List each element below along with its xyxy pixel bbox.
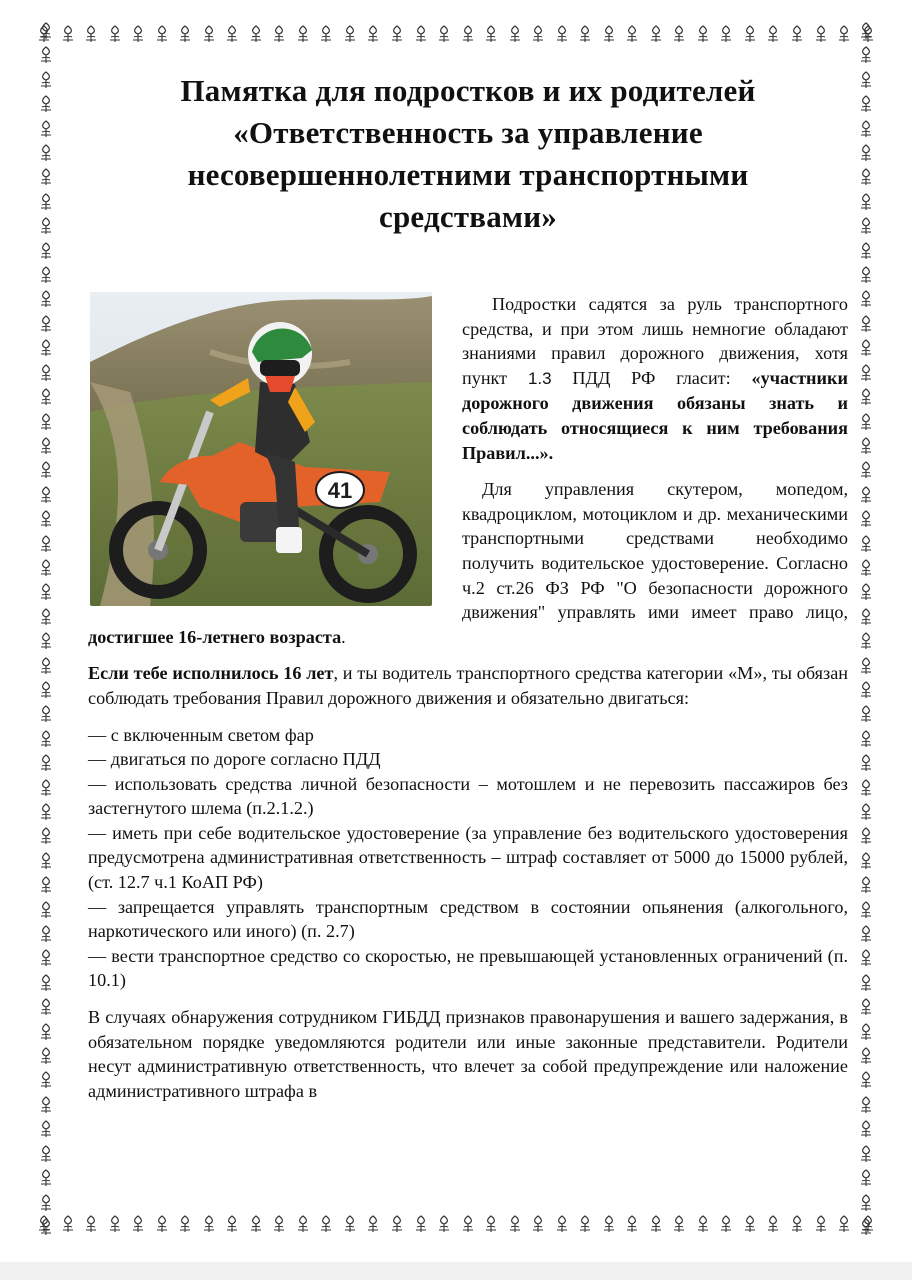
ornament-icon bbox=[858, 949, 874, 967]
ornament-icon bbox=[858, 339, 874, 357]
list-item: — двигаться по дороге согласно ПДД bbox=[88, 749, 381, 770]
ornament-icon bbox=[413, 25, 429, 43]
ornament-icon bbox=[38, 168, 54, 186]
ornament-icon bbox=[530, 1215, 546, 1233]
ornament-icon bbox=[858, 290, 874, 308]
ornament-icon bbox=[107, 25, 123, 43]
list-item: — использовать средства личной безопасности – мотошлем и не перевозить пассажиров без застегнутого шлема (п.2.1.2.) bbox=[88, 773, 848, 819]
page-title bbox=[88, 70, 848, 238]
ornament-icon bbox=[38, 1023, 54, 1041]
ornament-icon bbox=[38, 486, 54, 504]
ornament-icon bbox=[248, 25, 264, 43]
ornament-icon bbox=[389, 1215, 405, 1233]
ornament-icon bbox=[858, 95, 874, 113]
ornament-icon bbox=[742, 25, 758, 43]
ornament-icon bbox=[836, 25, 852, 43]
border-top bbox=[36, 22, 876, 46]
ornament-icon bbox=[858, 974, 874, 992]
ornament-icon bbox=[224, 1215, 240, 1233]
ornament-icon bbox=[271, 1215, 287, 1233]
ornament-icon bbox=[38, 730, 54, 748]
ornament-icon bbox=[858, 71, 874, 89]
ornament-icon bbox=[858, 437, 874, 455]
ornament-icon bbox=[342, 25, 358, 43]
ornament-icon bbox=[858, 242, 874, 260]
ornament-icon bbox=[765, 25, 781, 43]
ornament-icon bbox=[858, 120, 874, 138]
ornament-icon bbox=[38, 95, 54, 113]
motocross-child-photo bbox=[90, 292, 432, 606]
ornament-icon bbox=[718, 1215, 734, 1233]
ornament-icon bbox=[648, 25, 664, 43]
ornament-icon bbox=[38, 632, 54, 650]
ornament-icon bbox=[38, 1071, 54, 1089]
ornament-icon bbox=[38, 1096, 54, 1114]
ornament-icon bbox=[530, 25, 546, 43]
age-text: , и ты водитель транспортного средства категории «М», ты обязан соблюдать требования Правил дорожного движения и обязательно двигаться: bbox=[88, 663, 848, 708]
ornament-icon bbox=[858, 730, 874, 748]
license-bold-age: достигшее 16-летнего возраста bbox=[88, 626, 342, 647]
ornament-icon bbox=[107, 1215, 123, 1233]
title-line-3: несовершеннолетними транспортными bbox=[187, 157, 749, 192]
ornament-icon bbox=[858, 144, 874, 162]
ornament-icon bbox=[858, 1145, 874, 1163]
ornament-icon bbox=[858, 559, 874, 577]
ornament-icon bbox=[38, 583, 54, 601]
ornament-icon bbox=[38, 949, 54, 967]
ornament-icon bbox=[38, 510, 54, 528]
ornament-icon bbox=[38, 339, 54, 357]
ornament-icon bbox=[38, 22, 54, 40]
ornament-icon bbox=[858, 1218, 874, 1236]
intro-point-number: 1.3 bbox=[527, 368, 552, 388]
ornament-icon bbox=[154, 25, 170, 43]
ornament-icon bbox=[858, 1169, 874, 1187]
age-paragraph bbox=[88, 661, 848, 710]
ornament-icon bbox=[858, 535, 874, 553]
ornament-icon bbox=[365, 25, 381, 43]
ornament-icon bbox=[38, 290, 54, 308]
ornament-icon bbox=[38, 266, 54, 284]
title-line-4: средствами» bbox=[379, 199, 557, 234]
ornament-icon bbox=[858, 608, 874, 626]
ornament-icon bbox=[38, 1194, 54, 1212]
ornament-icon bbox=[601, 25, 617, 43]
ornament-icon bbox=[858, 1194, 874, 1212]
ornament-icon bbox=[858, 1023, 874, 1041]
ornament-icon bbox=[718, 25, 734, 43]
ornament-icon bbox=[858, 510, 874, 528]
title-line-1: Памятка для подростков и их родителей bbox=[180, 73, 756, 108]
ornament-icon bbox=[577, 25, 593, 43]
ornament-icon bbox=[38, 803, 54, 821]
list-item: — вести транспортное средство со скоростью, не превышающей установленных ограничений (п. 10.1) bbox=[88, 945, 848, 991]
ornament-icon bbox=[858, 754, 874, 772]
ornament-icon bbox=[671, 25, 687, 43]
ornament-icon bbox=[342, 1215, 358, 1233]
ornament-icon bbox=[789, 25, 805, 43]
ornament-icon bbox=[389, 25, 405, 43]
ornament-icon bbox=[38, 315, 54, 333]
ornament-icon bbox=[577, 1215, 593, 1233]
ornament-icon bbox=[460, 25, 476, 43]
ornament-icon bbox=[789, 1215, 805, 1233]
ornament-icon bbox=[83, 1215, 99, 1233]
ornament-icon bbox=[38, 779, 54, 797]
requirements-list bbox=[88, 723, 848, 994]
ornament-icon bbox=[671, 1215, 687, 1233]
ornament-icon bbox=[858, 22, 874, 40]
ornament-icon bbox=[858, 388, 874, 406]
ornament-icon bbox=[436, 1215, 452, 1233]
ornament-icon bbox=[507, 1215, 523, 1233]
ornament-icon bbox=[858, 413, 874, 431]
ornament-icon bbox=[38, 1145, 54, 1163]
ornament-icon bbox=[154, 1215, 170, 1233]
ornament-icon bbox=[836, 1215, 852, 1233]
ornament-icon bbox=[460, 1215, 476, 1233]
ornament-icon bbox=[38, 120, 54, 138]
license-text-before: Для управления скутером, мопедом, квадроциклом, мотоциклом и др. механическими транспортными средствами необходимо получить водительское удостоверение. Согласно ч.2 ст.26 ФЗ РФ "О безопасности дорожного движения" управлять ими имеет право лицо, bbox=[462, 479, 848, 623]
ornament-icon bbox=[858, 705, 874, 723]
number-plate-label: 41 bbox=[327, 478, 353, 503]
ornament-icon bbox=[624, 1215, 640, 1233]
ornament-icon bbox=[858, 1047, 874, 1065]
ornament-icon bbox=[858, 266, 874, 284]
ornament-icon bbox=[38, 242, 54, 260]
ornament-icon bbox=[695, 25, 711, 43]
ornament-icon bbox=[483, 25, 499, 43]
border-right bbox=[854, 22, 878, 1236]
ornament-icon bbox=[38, 388, 54, 406]
ornament-icon bbox=[858, 1096, 874, 1114]
ornament-icon bbox=[38, 681, 54, 699]
ornament-icon bbox=[60, 25, 76, 43]
ornament-icon bbox=[858, 583, 874, 601]
ornament-icon bbox=[248, 1215, 264, 1233]
ornament-icon bbox=[38, 461, 54, 479]
ornament-icon bbox=[858, 925, 874, 943]
ornament-icon bbox=[38, 1047, 54, 1065]
ornament-icon bbox=[858, 217, 874, 235]
ornament-icon bbox=[813, 1215, 829, 1233]
ornament-icon bbox=[38, 925, 54, 943]
ornament-icon bbox=[224, 25, 240, 43]
ornament-icon bbox=[858, 876, 874, 894]
ornament-icon bbox=[38, 535, 54, 553]
ornament-icon bbox=[742, 1215, 758, 1233]
ornament-icon bbox=[858, 486, 874, 504]
ornament-icon bbox=[858, 998, 874, 1016]
ornament-icon bbox=[130, 25, 146, 43]
ornament-icon bbox=[858, 193, 874, 211]
license-text-after: . bbox=[341, 626, 346, 647]
ornament-icon bbox=[483, 1215, 499, 1233]
ornament-icon bbox=[295, 25, 311, 43]
title-line-2: «Ответственность за управление bbox=[233, 115, 703, 150]
ornament-icon bbox=[38, 901, 54, 919]
ornament-icon bbox=[858, 315, 874, 333]
ornament-icon bbox=[813, 25, 829, 43]
bottom-strip bbox=[0, 1262, 912, 1280]
ornament-icon bbox=[858, 681, 874, 699]
ornament-icon bbox=[858, 46, 874, 64]
ornament-icon bbox=[38, 1120, 54, 1138]
ornament-icon bbox=[38, 608, 54, 626]
ornament-icon bbox=[177, 25, 193, 43]
ornament-icon bbox=[624, 25, 640, 43]
ornament-icon bbox=[201, 25, 217, 43]
ornament-icon bbox=[858, 1071, 874, 1089]
ornament-icon bbox=[858, 461, 874, 479]
ornament-icon bbox=[38, 827, 54, 845]
ornament-icon bbox=[858, 827, 874, 845]
ornament-icon bbox=[295, 1215, 311, 1233]
ornament-icon bbox=[554, 1215, 570, 1233]
ornament-icon bbox=[38, 193, 54, 211]
ornament-icon bbox=[38, 71, 54, 89]
ornament-icon bbox=[38, 657, 54, 675]
ornament-icon bbox=[38, 852, 54, 870]
list-item: — с включенным светом фар bbox=[88, 724, 314, 745]
ornament-icon bbox=[38, 754, 54, 772]
ornament-icon bbox=[765, 1215, 781, 1233]
ornament-icon bbox=[413, 1215, 429, 1233]
ornament-icon bbox=[858, 364, 874, 382]
photo-illustration bbox=[90, 292, 432, 606]
ornament-icon bbox=[60, 1215, 76, 1233]
ornament-icon bbox=[554, 25, 570, 43]
ornament-icon bbox=[177, 1215, 193, 1233]
intro-text-middle: ПДД РФ гласит: bbox=[551, 367, 752, 388]
ornament-icon bbox=[38, 1169, 54, 1187]
ornament-icon bbox=[38, 998, 54, 1016]
list-item: — запрещается управлять транспортным средством в состоянии опьянения (алкогольного, наркотического или иного) (п. 2.7) bbox=[88, 896, 848, 942]
final-paragraph: В случаях обнаружения сотрудником ГИБДД признаков правонарушения и вашего задержания, в обязательном порядке уведомляются родители или иные законные представители. Родители несут административную ответственность, что влечет за собой предупреждение или наложение административного штрафа в bbox=[88, 1007, 848, 1101]
ornament-icon bbox=[271, 25, 287, 43]
ornament-icon bbox=[83, 25, 99, 43]
ornament-icon bbox=[858, 803, 874, 821]
ornament-icon bbox=[858, 657, 874, 675]
ornament-icon bbox=[38, 559, 54, 577]
ornament-icon bbox=[318, 25, 334, 43]
ornament-icon bbox=[648, 1215, 664, 1233]
ornament-icon bbox=[601, 1215, 617, 1233]
ornament-icon bbox=[38, 364, 54, 382]
intro-text-before: Подростки садятся за руль транспортного средства, и при этом лишь немногие обладают знаниями правил дорожного движения, хотя пункт bbox=[462, 294, 848, 388]
ornament-icon bbox=[38, 217, 54, 235]
intro-bold-quote: «участники дорожного движения обязаны знать и соблюдать относящиеся к ним требования Правил...». bbox=[462, 367, 848, 463]
border-bottom bbox=[36, 1212, 876, 1236]
ornament-icon bbox=[38, 413, 54, 431]
ornament-icon bbox=[38, 437, 54, 455]
ornament-icon bbox=[38, 46, 54, 64]
ornament-icon bbox=[201, 1215, 217, 1233]
ornament-icon bbox=[858, 779, 874, 797]
list-item: — иметь при себе водительское удостоверение (за управление без водительского удостоверения предусмотрена административная ответственность – штраф составляет от 5000 до 15000 рублей, (ст. 12.7 ч.1 КоАП РФ) bbox=[88, 822, 848, 893]
ornament-icon bbox=[858, 901, 874, 919]
age-bold: Если тебе исполнилось 16 лет bbox=[88, 663, 334, 684]
ornament-icon bbox=[38, 876, 54, 894]
ornament-icon bbox=[38, 1218, 54, 1236]
ornament-icon bbox=[436, 25, 452, 43]
ornament-icon bbox=[858, 632, 874, 650]
ornament-icon bbox=[38, 705, 54, 723]
ornament-icon bbox=[858, 168, 874, 186]
ornament-icon bbox=[858, 852, 874, 870]
ornament-icon bbox=[365, 1215, 381, 1233]
ornament-icon bbox=[858, 1120, 874, 1138]
ornament-icon bbox=[38, 144, 54, 162]
ornament-icon bbox=[695, 1215, 711, 1233]
border-left bbox=[34, 22, 58, 1236]
ornament-icon bbox=[38, 974, 54, 992]
ornament-icon bbox=[318, 1215, 334, 1233]
ornament-icon bbox=[507, 25, 523, 43]
document-page bbox=[88, 70, 848, 1103]
ornament-icon bbox=[130, 1215, 146, 1233]
